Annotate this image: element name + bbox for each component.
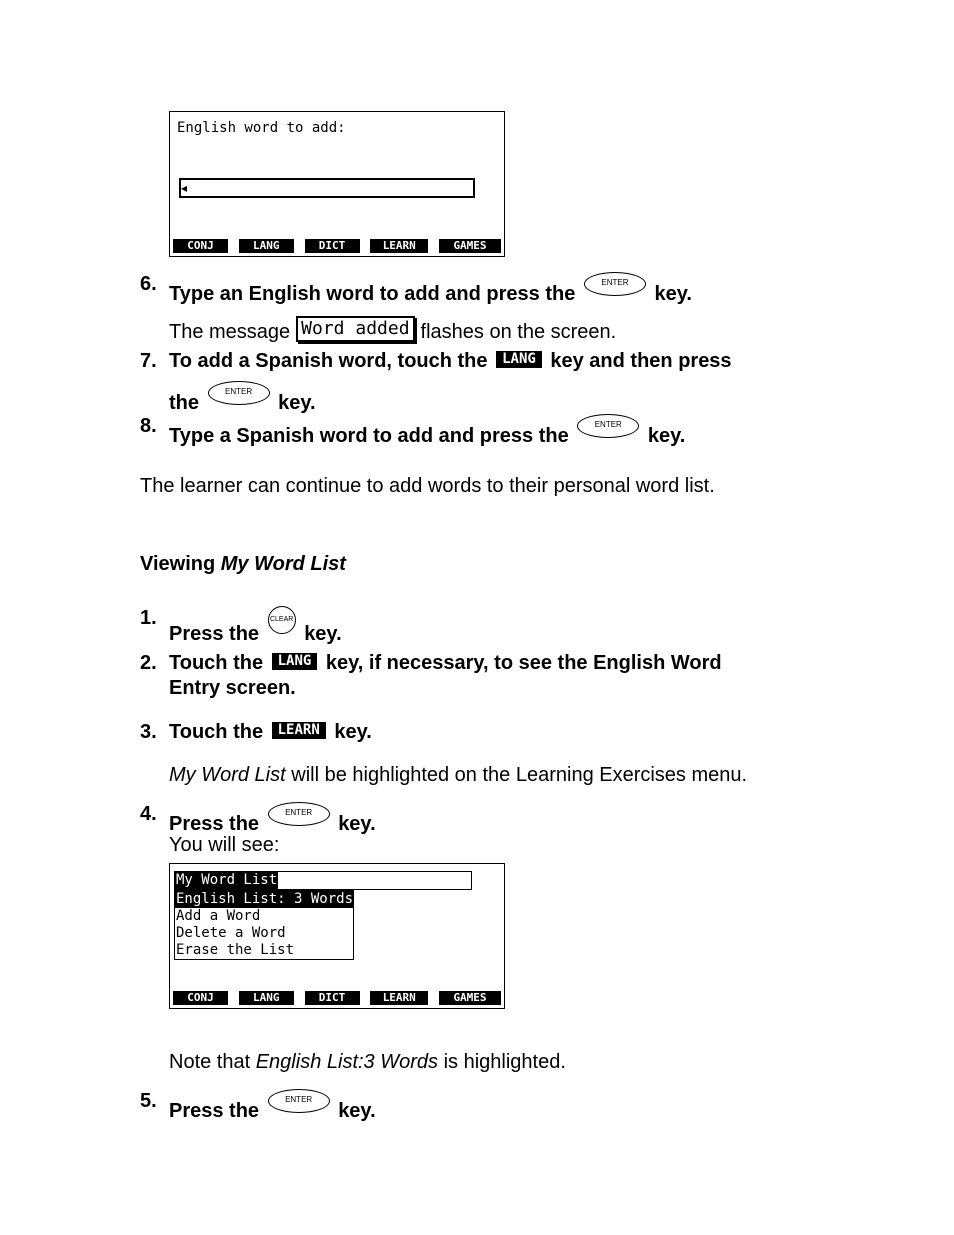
step-1: Press the CLEAR key. (169, 606, 342, 646)
menu-item: Add a Word (176, 908, 261, 924)
enter-key-icon: ENTER (577, 414, 639, 438)
menu-item: Erase the List (176, 942, 295, 958)
menu-item-selected: English List: 3 Words (176, 891, 354, 907)
step-7-line2: the ENTER key. (169, 381, 316, 415)
step-number: 6. (140, 273, 157, 295)
step-number: 3. (140, 721, 157, 743)
step-number: 5. (140, 1090, 157, 1112)
lcd-title: My Word List (176, 872, 278, 888)
lcd-screen-word-list (169, 863, 505, 1009)
message-line: The message Word added flashes on the screen. (169, 318, 617, 343)
lcd-function-keys (173, 991, 501, 1005)
step-number: 8. (140, 415, 157, 437)
clear-key-icon: CLEAR (268, 606, 296, 634)
step-4: Press the ENTER key. (169, 802, 376, 836)
note-text: Note that English List:3 Words is highlighted. (169, 1051, 566, 1073)
lcd-title-bar (174, 871, 472, 890)
lcd-menu (174, 890, 354, 960)
lcd-input-field (179, 178, 475, 198)
lcd-screen-add-word (169, 111, 505, 257)
fkey-games: GAMES (439, 239, 501, 253)
fkey-conj: CONJ (173, 239, 228, 253)
step-6: Type an English word to add and press the ENTER key. (169, 272, 692, 306)
step-2-line1: Touch the LANG key, if necessary, to see the English Word (169, 652, 722, 674)
lang-key-icon: LANG (496, 351, 542, 368)
fkey-learn: LEARN (370, 239, 428, 253)
continue-text: The learner can continue to add words to their personal word list. (140, 475, 715, 497)
fkey-dict: DICT (305, 239, 360, 253)
step-5: Press the ENTER key. (169, 1089, 376, 1123)
fkey-dict: DICT (305, 991, 360, 1005)
step-8: Type a Spanish word to add and press the ENTER key. (169, 414, 685, 448)
step-3: Touch the LEARN key. (169, 721, 372, 743)
lcd-prompt: English word to add: (177, 120, 346, 136)
cursor-icon: ◂ (181, 181, 188, 195)
menu-item: Delete a Word (176, 925, 286, 941)
fkey-lang: LANG (239, 239, 294, 253)
step-7-line1: To add a Spanish word, touch the LANG key and then press (169, 350, 732, 372)
enter-key-icon: ENTER (268, 802, 330, 826)
enter-key-icon: ENTER (584, 272, 646, 296)
step-number: 7. (140, 350, 157, 372)
fkey-games: GAMES (439, 991, 501, 1005)
fkey-conj: CONJ (173, 991, 228, 1005)
lcd-function-keys (173, 239, 501, 253)
section-heading: Viewing My Word List (140, 553, 346, 575)
highlight-note: My Word List will be highlighted on the Learning Exercises menu. (169, 764, 748, 786)
enter-key-icon: ENTER (268, 1089, 330, 1113)
step-number: 1. (140, 607, 157, 629)
enter-key-icon: ENTER (208, 381, 270, 405)
step-2-line2: Entry screen. (169, 677, 296, 699)
step-number: 2. (140, 652, 157, 674)
fkey-lang: LANG (239, 991, 294, 1005)
learn-key-icon: LEARN (272, 722, 326, 739)
step-number: 4. (140, 803, 157, 825)
fkey-learn: LEARN (370, 991, 428, 1005)
you-will-see: You will see: (169, 834, 280, 856)
word-added-message: Word added (296, 316, 414, 342)
lang-key-icon: LANG (272, 653, 318, 670)
